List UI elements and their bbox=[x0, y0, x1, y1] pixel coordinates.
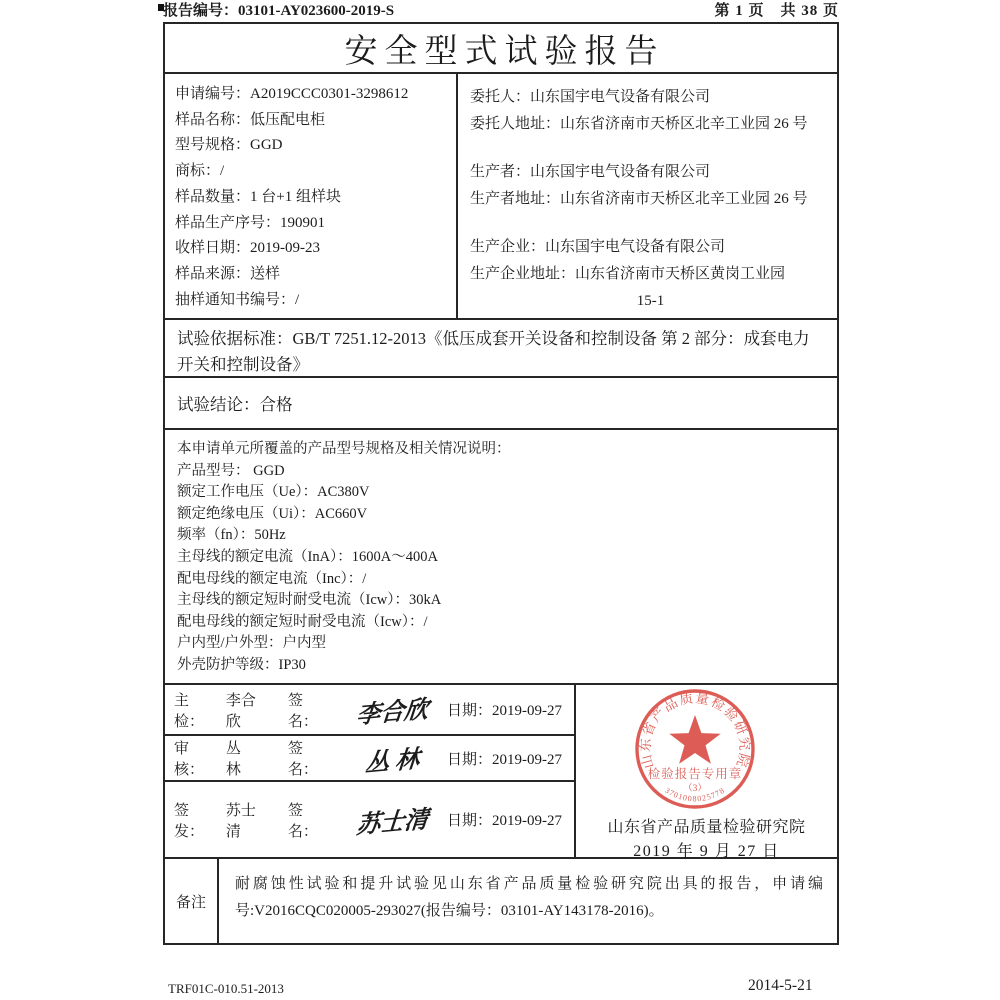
sig-sign-label: 签名： bbox=[287, 802, 318, 840]
sig-date bbox=[447, 809, 562, 830]
sig-date-value: 2019-09-27 bbox=[492, 751, 562, 768]
spec-main-busbar-icw: 主母线的额定短时耐受电流（Icw）：30kA bbox=[177, 592, 442, 609]
client-address: 委托人地址：山东省济南市天桥区北辛工业园 26 号 bbox=[470, 116, 808, 132]
info-line-receive-date: 收样日期：2019-09-23 bbox=[175, 240, 320, 257]
info-line-sample-source: 样品来源：送样 bbox=[175, 265, 281, 282]
info-line-sampling-notice: 抽样通知书编号：/ bbox=[175, 291, 300, 308]
producer-address: 生产者地址：山东省济南市天桥区北辛工业园 26 号 bbox=[470, 191, 808, 207]
sample-info-column bbox=[165, 74, 456, 318]
sig-date-value: 2019-09-27 bbox=[492, 813, 562, 829]
spec-dist-busbar-current: 配电母线的额定电流（Inc）：/ bbox=[177, 570, 367, 587]
handwritten-signature: 苏士清 bbox=[355, 806, 430, 840]
remark-text: 耐腐蚀性试验和提升试验见山东省产品质量检验研究院出具的报告，申请编号:V2016CQC020005-293027(报告编号：03101-AY143178-2016)。 bbox=[235, 876, 823, 919]
sig-date-label: 日期： bbox=[446, 703, 492, 719]
test-standard: 试验依据标准：GB/T 7251.12-2013《低压成套开关设备和控制设备 第 2 部分：成套电力开关和控制设备》 bbox=[165, 318, 837, 376]
report-number-label: 报告编号： bbox=[163, 3, 239, 19]
spec-ip-rating: 外壳防护等级：IP30 bbox=[177, 656, 306, 673]
issue-date: 2019 年 9 月 27 日 bbox=[633, 843, 780, 860]
remark-section bbox=[165, 857, 837, 943]
seal-center-text: 检验报告专用章 bbox=[647, 767, 743, 781]
spec-dist-busbar-icw: 配电母线的额定短时耐受电流（Icw）：/ bbox=[177, 613, 428, 630]
sig-date-label: 日期： bbox=[446, 813, 492, 829]
spec-frequency: 频率（fn）：50Hz bbox=[177, 527, 286, 544]
sig-role-name: 苏士清 bbox=[225, 802, 256, 840]
spec-main-busbar-current: 主母线的额定电流（InA）：1600A～400A bbox=[177, 548, 438, 565]
test-conclusion: 试验结论：合格 bbox=[165, 376, 837, 428]
star-icon bbox=[669, 715, 720, 764]
manufacturer-address: 生产企业地址：山东省济南市天桥区黄岗工业园 bbox=[470, 266, 786, 282]
spec-product-model: 产品型号： GGD bbox=[177, 462, 285, 479]
info-line-serial-no: 样品生产序号：190901 bbox=[175, 214, 326, 231]
template-code: TRF01C-010.51-2013 bbox=[168, 981, 284, 996]
sig-role-label: 主检： bbox=[174, 692, 205, 730]
sig-sign-label: 签名： bbox=[287, 741, 318, 778]
page-count: 第 1 页 共 38 页 bbox=[714, 3, 839, 19]
info-line-application-no: 申请编号：A2019CCC0301-3298612 bbox=[175, 86, 409, 102]
sig-date-label: 日期： bbox=[446, 751, 492, 768]
company-info-column bbox=[456, 74, 837, 318]
sig-sign-label: 签名： bbox=[287, 692, 318, 730]
spec-indoor-outdoor: 户内型/户外型：户内型 bbox=[177, 635, 327, 652]
producer-group bbox=[470, 159, 831, 213]
manufacturer-address-line2: 15-1 bbox=[636, 293, 665, 309]
sig-date bbox=[447, 748, 562, 769]
spec-rated-insulation-voltage: 额定绝缘电压（Ui）：AC660V bbox=[177, 505, 368, 522]
seal-arc-text: 山东省产品质量检验研究院 bbox=[637, 690, 753, 771]
signature-rows bbox=[165, 685, 574, 857]
manufacturer-name: 生产企业：山东国宇电气设备有限公司 bbox=[470, 239, 726, 255]
sig-role-label: 签发： bbox=[174, 802, 205, 840]
handwritten-signature: 李合欣 bbox=[355, 696, 430, 730]
sig-role-label: 审核： bbox=[174, 741, 205, 778]
stamp-cell bbox=[574, 685, 837, 860]
sig-date-value: 2019-09-27 bbox=[492, 703, 562, 719]
signature-row-chief-inspector bbox=[165, 685, 574, 734]
signature-section bbox=[165, 683, 837, 860]
signature-row-approver bbox=[165, 780, 574, 857]
producer-name: 生产者：山东国宇电气设备有限公司 bbox=[470, 164, 711, 180]
manufacturer-group bbox=[470, 234, 831, 315]
report-number bbox=[163, 3, 394, 20]
template-date: 2014-5-21 bbox=[748, 977, 813, 994]
specs-intro: 本申请单元所覆盖的产品型号规格及相关情况说明： bbox=[177, 441, 511, 457]
page-header bbox=[163, 3, 839, 20]
info-section bbox=[165, 72, 837, 318]
client-name: 委托人：山东国宇电气设备有限公司 bbox=[470, 89, 711, 105]
sig-role-name: 丛 林 bbox=[225, 741, 256, 778]
report-number-value: 03101-AY023600-2019-S bbox=[238, 3, 395, 19]
spec-rated-working-voltage: 额定工作电压（Ue）：AC380V bbox=[177, 484, 370, 501]
sig-date bbox=[447, 699, 562, 720]
info-line-sample-qty: 样品数量：1 台+1 组样块 bbox=[175, 188, 341, 205]
official-seal-icon bbox=[624, 678, 766, 820]
remark-label: 备注 bbox=[165, 859, 219, 943]
info-line-trademark: 商标：/ bbox=[175, 163, 225, 180]
signature-row-reviewer bbox=[165, 734, 574, 780]
report-table bbox=[163, 22, 839, 945]
seal-number: 3701008025778 bbox=[663, 785, 727, 804]
info-line-model-spec: 型号规格：GGD bbox=[175, 137, 283, 154]
seal-paren-text: （3） bbox=[683, 784, 707, 794]
sig-role-name: 李合欣 bbox=[225, 692, 256, 730]
product-specs-section bbox=[165, 428, 837, 683]
info-line-sample-name: 样品名称：低压配电柜 bbox=[175, 111, 326, 128]
handwritten-signature: 丛 林 bbox=[363, 746, 421, 778]
client-group bbox=[470, 84, 831, 138]
report-title: 安全型式试验报告 bbox=[344, 33, 665, 70]
issuing-organization: 山东省产品质量检验研究院 bbox=[607, 819, 806, 836]
